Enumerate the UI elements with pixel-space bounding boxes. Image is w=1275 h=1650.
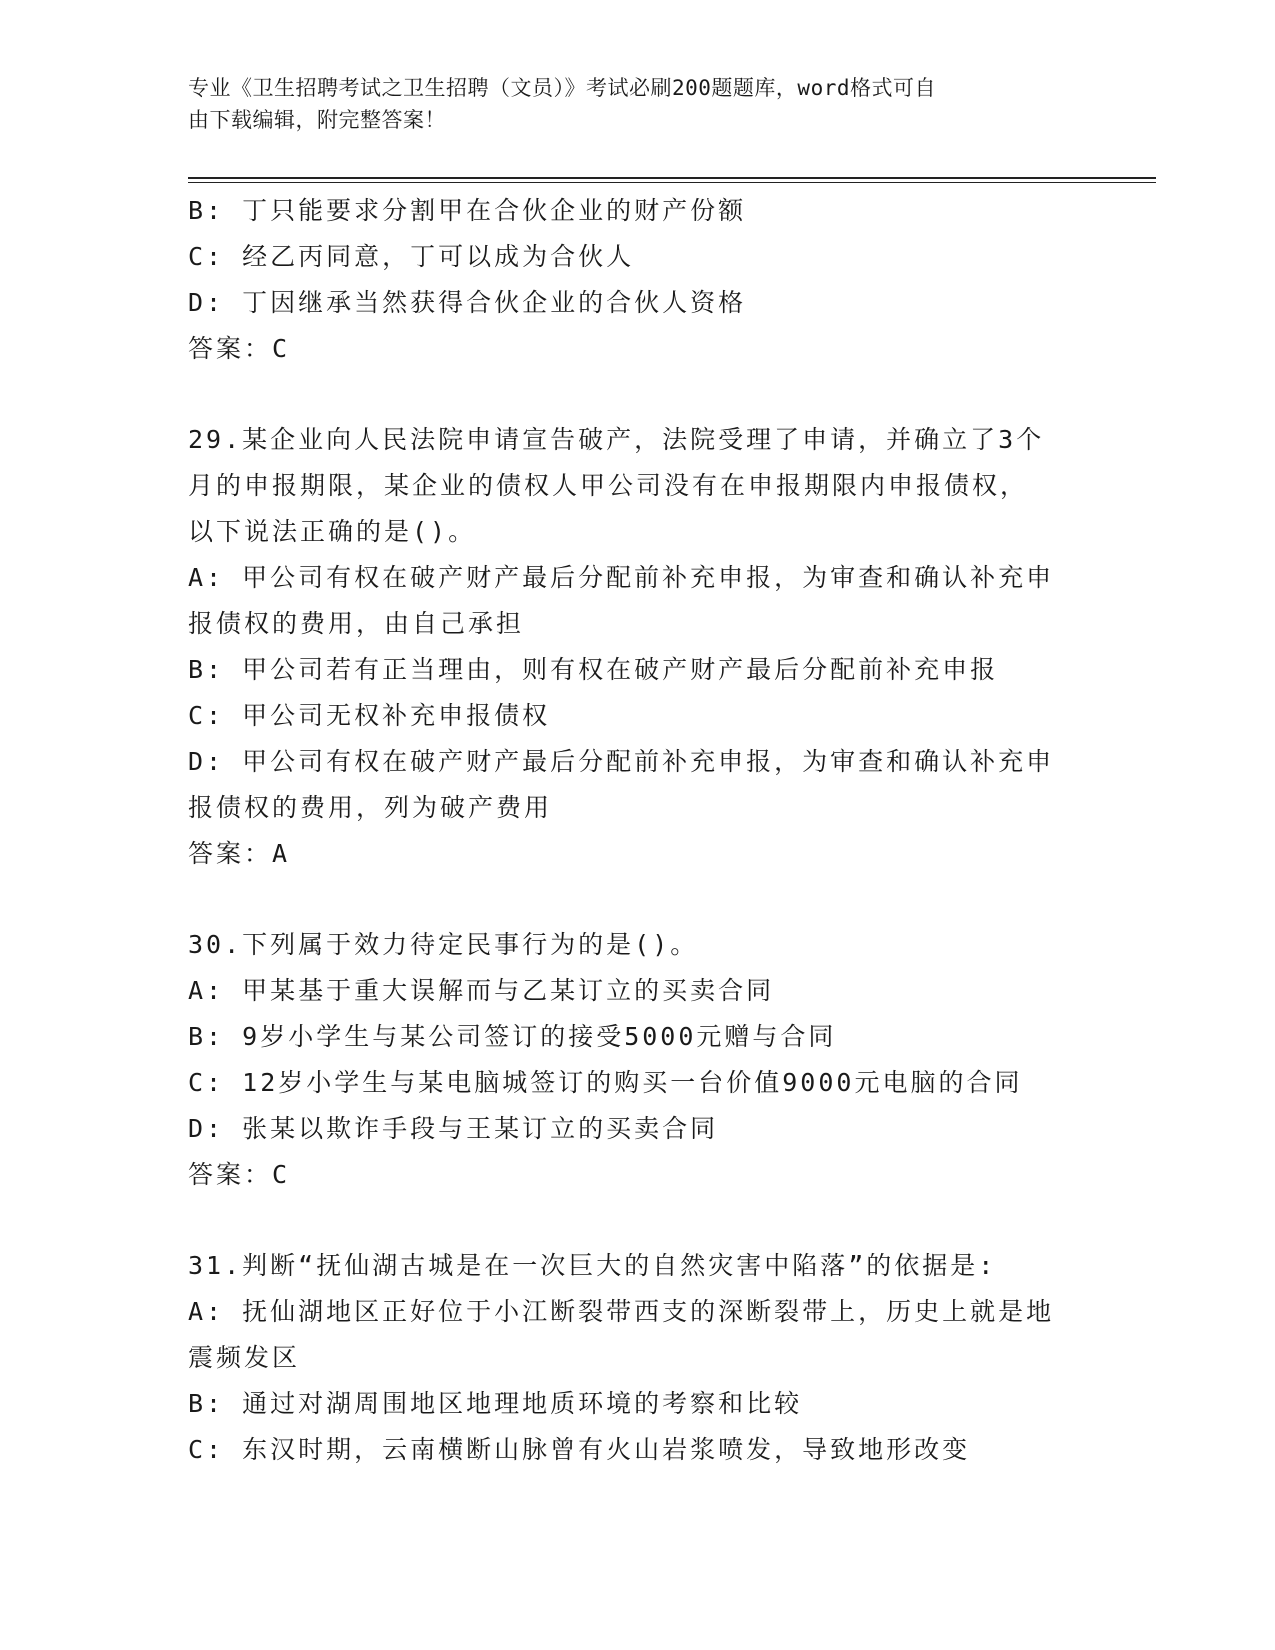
option-b: B: 9岁小学生与某公司签订的接受5000元赠与合同 bbox=[188, 1022, 837, 1051]
option-c: C: 东汉时期，云南横断山脉曾有火山岩浆喷发，导致地形改变 bbox=[188, 1435, 971, 1464]
question-31 bbox=[188, 1243, 1088, 1473]
question-stem: 月的申报期限，某企业的债权人甲公司没有在申报期限内申报债权， bbox=[188, 471, 1029, 500]
answer: 答案：C bbox=[188, 1160, 291, 1189]
option-d-cont: 报债权的费用，列为破产费用 bbox=[188, 793, 553, 822]
header-rule-thin bbox=[188, 182, 1156, 183]
answer: 答案：C bbox=[188, 334, 291, 363]
option-b: B: 通过对湖周围地区地理地质环境的考察和比较 bbox=[188, 1389, 803, 1418]
option-c: C: 12岁小学生与某电脑城签订的购买一台价值9000元电脑的合同 bbox=[188, 1068, 1023, 1097]
question-stem: 30.下列属于效力待定民事行为的是()。 bbox=[188, 930, 699, 959]
option-a-cont: 震频发区 bbox=[188, 1343, 301, 1372]
document-header bbox=[188, 72, 1068, 136]
option-c: C: 甲公司无权补充申报债权 bbox=[188, 701, 551, 730]
option-c: C: 经乙丙同意，丁可以成为合伙人 bbox=[188, 242, 635, 271]
option-a: A: 甲某基于重大误解而与乙某订立的买卖合同 bbox=[188, 976, 775, 1005]
header-line-1: 专业《卫生招聘考试之卫生招聘（文员）》考试必刷200题题库，word格式可自 bbox=[188, 76, 936, 100]
document-body bbox=[188, 188, 1088, 1473]
option-d: D: 丁因继承当然获得合伙企业的合伙人资格 bbox=[188, 288, 747, 317]
question-stem: 以下说法正确的是()。 bbox=[188, 517, 477, 546]
option-a: A: 抚仙湖地区正好位于小江断裂带西支的深断裂带上，历史上就是地 bbox=[188, 1297, 1055, 1326]
option-a: A: 甲公司有权在破产财产最后分配前补充申报，为审查和确认补充申 bbox=[188, 563, 1055, 592]
option-b: B: 甲公司若有正当理由，则有权在破产财产最后分配前补充申报 bbox=[188, 655, 999, 684]
question-30 bbox=[188, 922, 1088, 1198]
option-d: D: 张某以欺诈手段与王某订立的买卖合同 bbox=[188, 1114, 719, 1143]
question-stem: 31.判断“抚仙湖古城是在一次巨大的自然灾害中陷落”的依据是: bbox=[188, 1251, 997, 1280]
answer: 答案：A bbox=[188, 839, 291, 868]
question-stem: 29.某企业向人民法院申请宣告破产，法院受理了申请，并确立了3个 bbox=[188, 425, 1045, 454]
option-d: D: 甲公司有权在破产财产最后分配前补充申报，为审查和确认补充申 bbox=[188, 747, 1055, 776]
header-line-2: 由下载编辑，附完整答案！ bbox=[188, 108, 446, 132]
question-28 bbox=[188, 188, 1088, 372]
option-a-cont: 报债权的费用，由自己承担 bbox=[188, 609, 525, 638]
option-b: B: 丁只能要求分割甲在合伙企业的财产份额 bbox=[188, 196, 747, 225]
question-29 bbox=[188, 417, 1088, 877]
header-rule-thick bbox=[188, 177, 1156, 179]
